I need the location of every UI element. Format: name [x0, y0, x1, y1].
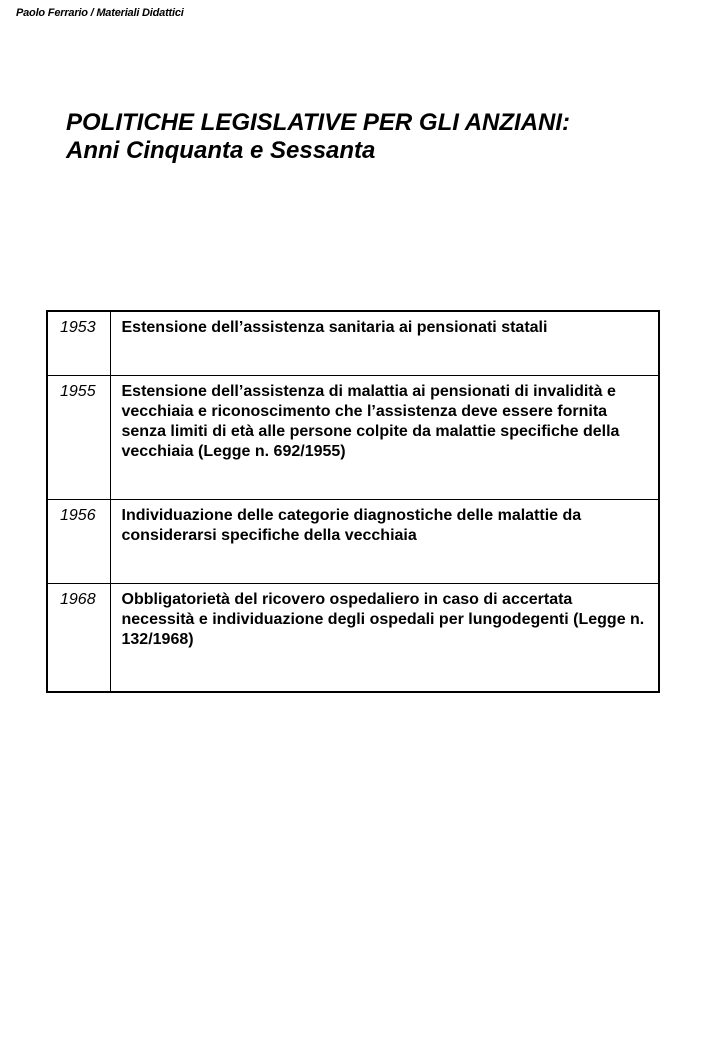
title-line-2: Anni Cinquanta e Sessanta — [66, 137, 376, 164]
description-cell: Individuazione delle categorie diagnostiche delle malattie da considerarsi specifiche della vecchiaia — [110, 500, 659, 584]
description-cell: Obbligatorietà del ricovero ospedaliero in caso di accertata necessità e individuazione degli ospedali per lungodegenti (Legge n. 132/1968) — [110, 584, 659, 693]
title-line-1: POLITICHE LEGISLATIVE PER GLI ANZIANI: — [66, 109, 571, 136]
year-cell: 1968 — [47, 584, 110, 693]
year-cell: 1956 — [47, 500, 110, 584]
year-cell: 1953 — [47, 311, 110, 376]
description-cell: Estensione dell’assistenza sanitaria ai pensionati statali — [110, 311, 659, 376]
table-row — [47, 376, 659, 500]
description-cell: Estensione dell’assistenza di malattia ai pensionati di invalidità e vecchiaia e riconoscimento che l’assistenza deve essere fornita senza limiti di età alle persone colpite da malattie specifiche della vecchiaia (Legge n. 692/1955) — [110, 376, 659, 500]
page-title — [66, 109, 570, 165]
table-row — [47, 311, 659, 376]
table-row — [47, 500, 659, 584]
legislation-timeline-table — [46, 310, 660, 693]
year-cell: 1955 — [47, 376, 110, 500]
author-header: Paolo Ferrario / Materiali Didattici — [16, 7, 184, 19]
table-row — [47, 584, 659, 693]
